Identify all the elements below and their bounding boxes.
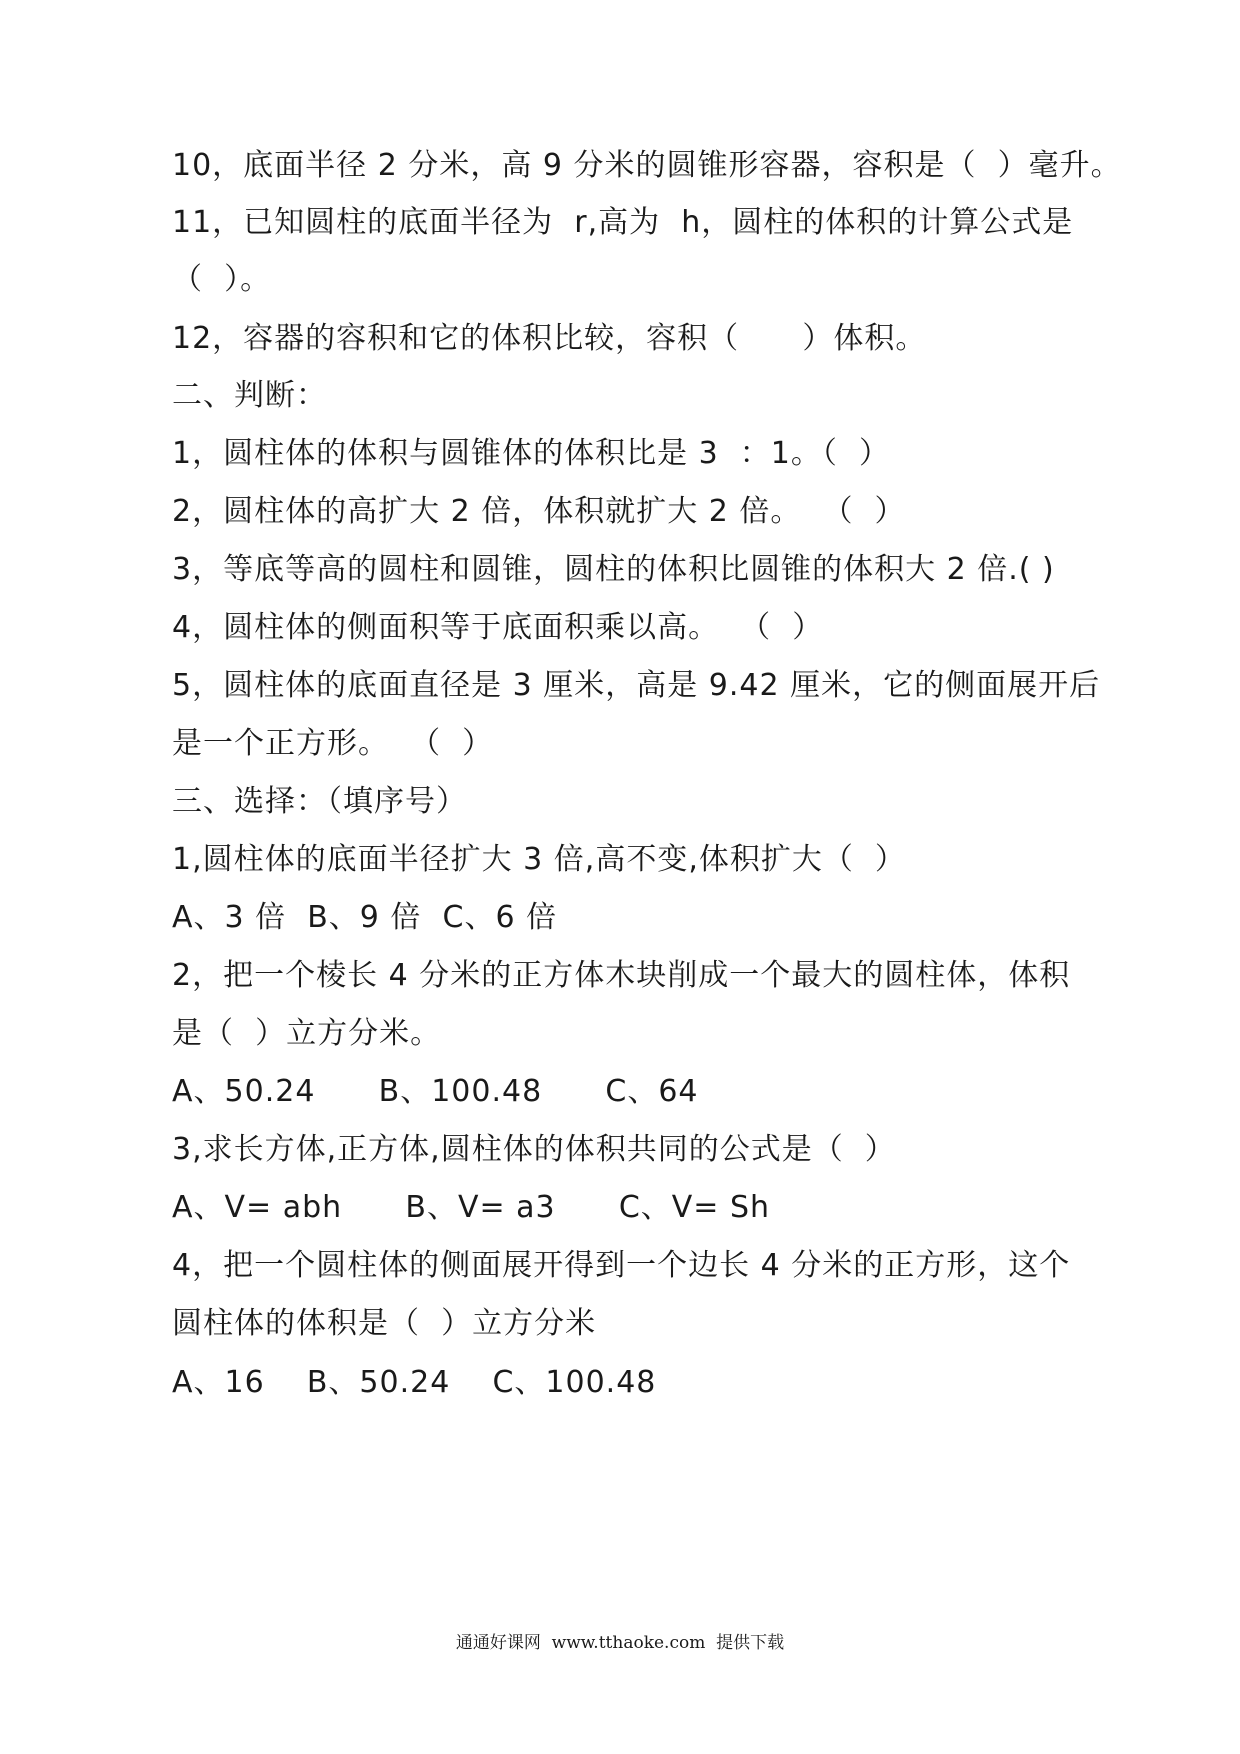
question-judge-5-cont: 是一个正方形。 （ ） — [172, 726, 494, 761]
question-judge-5: 5，圆柱体的底面直径是 3 厘米，高是 9.42 厘米，它的侧面展开后 — [172, 668, 1101, 703]
question-choice-2: 2，把一个棱长 4 分米的正方体木块削成一个最大的圆柱体，体积 — [172, 958, 1071, 993]
question-choice-2-cont: 是（ ）立方分米。 — [172, 1016, 442, 1051]
footer-source: 通通好课网 www.tthaoke.com 提供下载 — [455, 1633, 785, 1653]
question-fill-12: 12，容器的容积和它的体积比较，容积（ ）体积。 — [172, 321, 927, 356]
choice-3-options: A、V= abh B、V= a3 C、V= Sh — [172, 1190, 771, 1225]
section-heading-judgment: 二、判断： — [172, 378, 327, 413]
question-choice-3: 3,求长方体,正方体,圆柱体的体积共同的公式是（ ） — [172, 1132, 896, 1167]
choice-2-options: A、50.24 B、100.48 C、64 — [172, 1074, 699, 1109]
question-choice-4: 4，把一个圆柱体的侧面展开得到一个边长 4 分米的正方形，这个 — [172, 1248, 1071, 1283]
question-fill-11: 11，已知圆柱的底面半径为 r,高为 h，圆柱的体积的计算公式是 — [172, 205, 1074, 240]
question-fill-10: 10，底面半径 2 分米，高 9 分米的圆锥形容器，容积是（ ）毫升。 — [172, 148, 1122, 183]
question-choice-1: 1,圆柱体的底面半径扩大 3 倍,高不变,体积扩大（ ） — [172, 842, 906, 877]
section-heading-choice: 三、选择：（填序号） — [172, 784, 467, 819]
choice-1-options: A、3 倍 B、9 倍 C、6 倍 — [172, 900, 558, 935]
question-judge-1: 1，圆柱体的体积与圆锥体的体积比是 3 ：1。（ ） — [172, 436, 890, 471]
question-choice-4-cont: 圆柱体的体积是（ ）立方分米 — [172, 1306, 597, 1341]
question-judge-2: 2，圆柱体的高扩大 2 倍，体积就扩大 2 倍。 （ ） — [172, 494, 906, 529]
question-judge-3: 3，等底等高的圆柱和圆锥，圆柱的体积比圆锥的体积大 2 倍.( ) — [172, 552, 1055, 587]
question-judge-4: 4，圆柱体的侧面积等于底面积乘以高。 （ ） — [172, 610, 824, 645]
choice-4-options: A、16 B、50.24 C、100.48 — [172, 1365, 657, 1400]
question-fill-11-cont: （ ）。 — [172, 262, 272, 297]
